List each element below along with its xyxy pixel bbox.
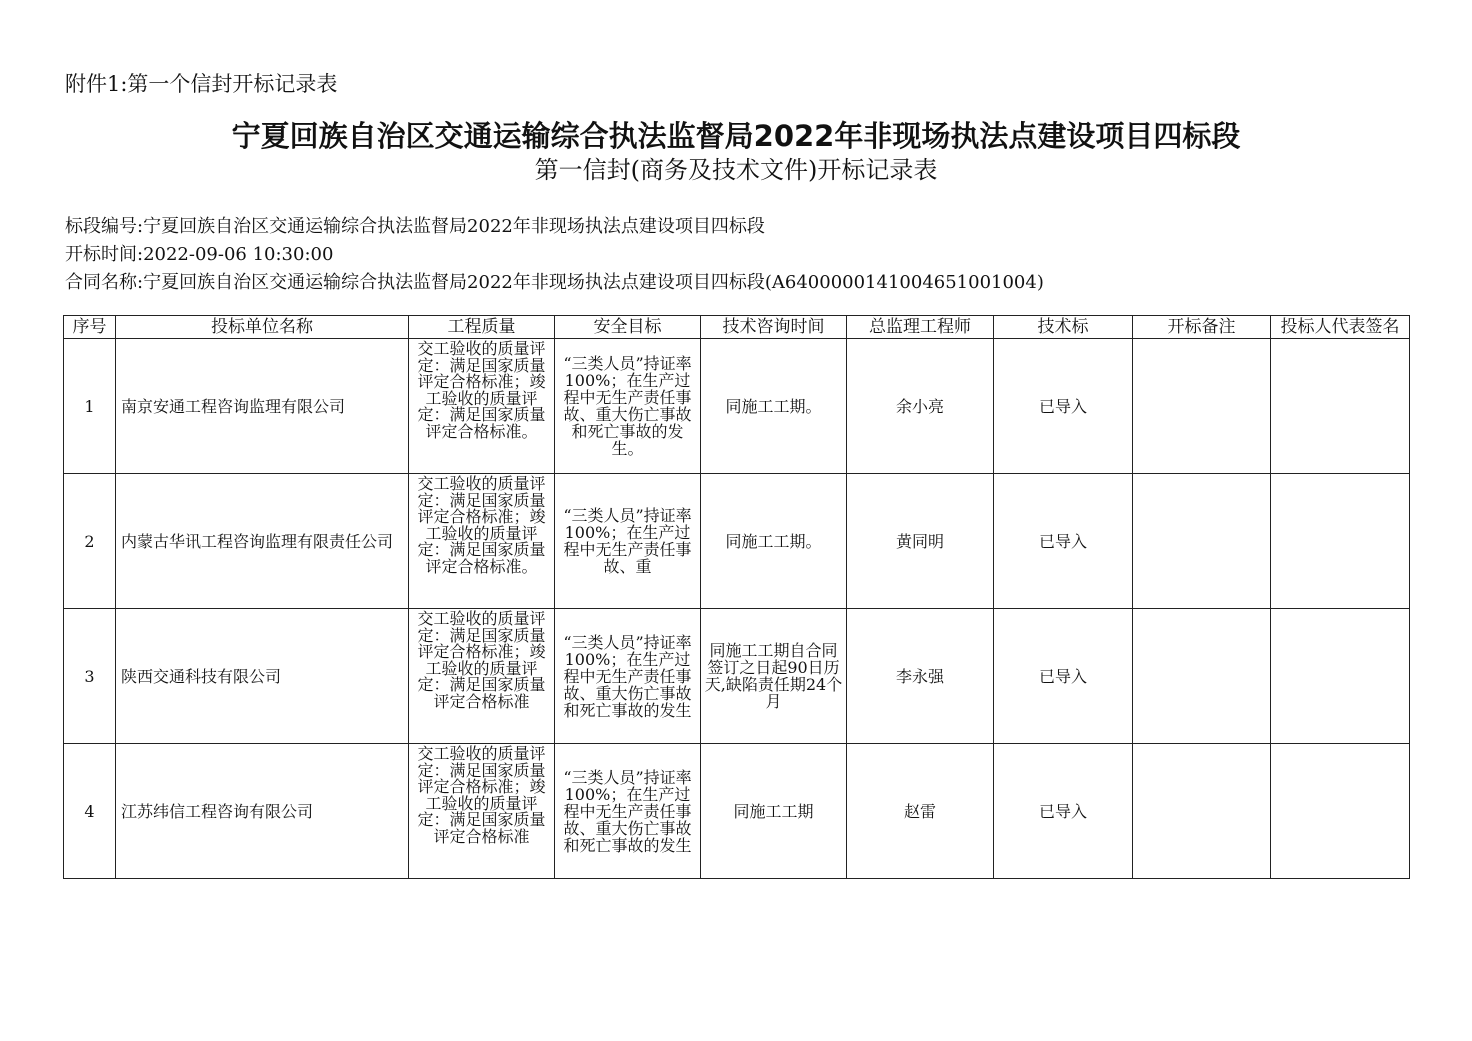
cell-company: 内蒙古华讯工程咨询监理有限责任公司 bbox=[116, 474, 409, 609]
table-row bbox=[64, 744, 1410, 879]
cell-tech: 已导入 bbox=[994, 609, 1133, 744]
cell-period: 同施工工期。 bbox=[701, 474, 847, 609]
cell-company: 陕西交通科技有限公司 bbox=[116, 609, 409, 744]
header-remark: 开标备注 bbox=[1133, 316, 1271, 339]
cell-engineer: 赵雷 bbox=[847, 744, 994, 879]
cell-period: 同施工工期。 bbox=[701, 339, 847, 474]
cell-company: 江苏纬信工程咨询有限公司 bbox=[116, 744, 409, 879]
cell-remark bbox=[1133, 744, 1271, 879]
cell-engineer: 余小亮 bbox=[847, 339, 994, 474]
table-row bbox=[64, 609, 1410, 744]
cell-remark bbox=[1133, 339, 1271, 474]
cell-quality: 交工验收的质量评定：满足国家质量评定合格标准；竣工验收的质量评定：满足国家质量评定合格标准 bbox=[409, 609, 555, 744]
cell-tech: 已导入 bbox=[994, 474, 1133, 609]
header-signature: 投标人代表签名 bbox=[1271, 316, 1410, 339]
document-subtitle: 第一信封(商务及技术文件)开标记录表 bbox=[534, 156, 938, 184]
opening-time: 开标时间:2022-09-06 10:30:00 bbox=[65, 244, 334, 265]
cell-no: 4 bbox=[64, 744, 116, 879]
header-company: 投标单位名称 bbox=[116, 316, 409, 339]
cell-signature bbox=[1271, 339, 1410, 474]
header-quality: 工程质量 bbox=[409, 316, 555, 339]
cell-company: 南京安通工程咨询监理有限公司 bbox=[116, 339, 409, 474]
cell-no: 1 bbox=[64, 339, 116, 474]
cell-signature bbox=[1271, 474, 1410, 609]
cell-engineer: 李永强 bbox=[847, 609, 994, 744]
attachment-label: 附件1:第一个信封开标记录表 bbox=[65, 72, 338, 96]
cell-no: 2 bbox=[64, 474, 116, 609]
cell-remark bbox=[1133, 474, 1271, 609]
cell-period: 同施工工期 bbox=[701, 744, 847, 879]
header-engineer: 总监理工程师 bbox=[847, 316, 994, 339]
contract-name: 合同名称:宁夏回族自治区交通运输综合执法监督局2022年非现场执法点建设项目四标段(A640000014100465100​1004) bbox=[65, 272, 1044, 293]
cell-tech: 已导入 bbox=[994, 744, 1133, 879]
cell-signature bbox=[1271, 609, 1410, 744]
cell-remark bbox=[1133, 609, 1271, 744]
bid-opening-table bbox=[63, 315, 1410, 879]
header-tech: 技术标 bbox=[994, 316, 1133, 339]
cell-tech: 已导入 bbox=[994, 339, 1133, 474]
header-safety: 安全目标 bbox=[555, 316, 701, 339]
header-period: 技术咨询时间 bbox=[701, 316, 847, 339]
cell-no: 3 bbox=[64, 609, 116, 744]
cell-safety: “三类人员”持证率 100%；在生产过程中无生产责任事故、重 bbox=[555, 474, 701, 609]
cell-engineer: 黄同明 bbox=[847, 474, 994, 609]
document-title: 宁夏回族自治区交通运输综合执法监督局2022年非现场执法点建设项目四标段 bbox=[231, 119, 1241, 153]
cell-safety: “三类人员”持证率100%；在生产过程中无生产责任事故、重大伤亡事故和死亡事故的发生。 bbox=[555, 339, 701, 474]
cell-quality: 交工验收的质量评定：满足国家质量评定合格标准；竣工验收的质量评定：满足国家质量评定合格标准 bbox=[409, 744, 555, 879]
table-row bbox=[64, 339, 1410, 474]
cell-signature bbox=[1271, 744, 1410, 879]
cell-period: 同施工工期自合同签订之日起90日历天,缺陷责任期24个月 bbox=[701, 609, 847, 744]
cell-quality: 交工验收的质量评定：满足国家质量评定合格标准；竣工验收的质量评定：满足国家质量评定合格标准。 bbox=[409, 474, 555, 609]
header-no: 序号 bbox=[64, 316, 116, 339]
cell-quality: 交工验收的质量评定：满足国家质量评定合格标准；竣工验收的质量评定：满足国家质量评定合格标准。 bbox=[409, 339, 555, 474]
section-number: 标段编号:宁夏回族自治区交通运输综合执法监督局2022年非现场执法点建设项目四标段 bbox=[65, 216, 765, 237]
table-row bbox=[64, 474, 1410, 609]
cell-safety: “三类人员”持证率100%；在生产过程中无生产责任事故、重大伤亡事故和死亡事故的发生 bbox=[555, 744, 701, 879]
table-header-row bbox=[64, 316, 1410, 339]
cell-safety: “三类人员”持证率100%；在生产过程中无生产责任事故、重大伤亡事故和死亡事故的发生 bbox=[555, 609, 701, 744]
